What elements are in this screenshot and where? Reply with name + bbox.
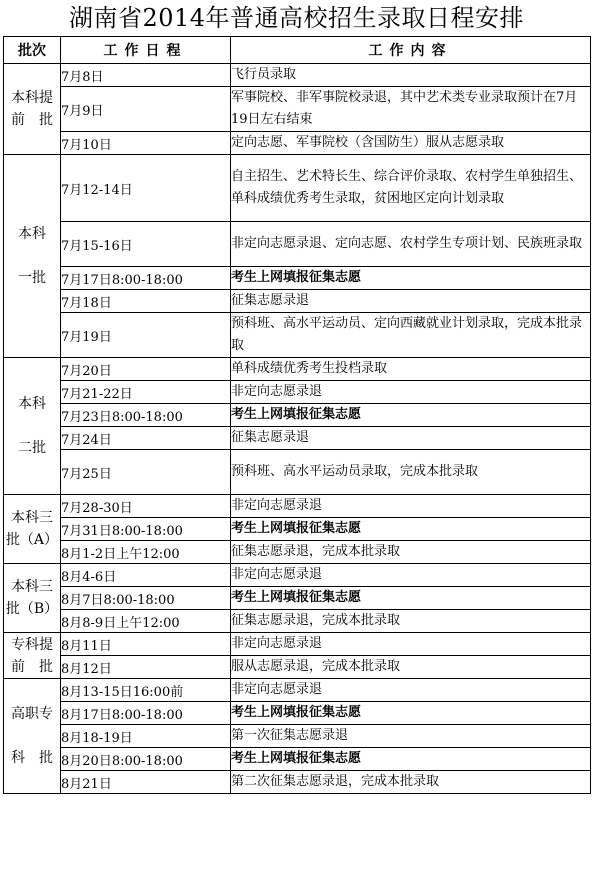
- table-row: [4, 64, 591, 87]
- date-cell: 7月28-30日: [61, 495, 231, 518]
- date-cell: 7月21-22日: [61, 381, 231, 404]
- work-cell: 飞行员录取: [231, 64, 591, 87]
- work-cell: 第一次征集志愿录退: [231, 725, 591, 748]
- work-cell: 考生上网填报征集志愿: [231, 518, 591, 541]
- work-cell: 预科班、高水平运动员录取，完成本批录取: [231, 450, 591, 495]
- work-cell: 征集志愿录退: [231, 290, 591, 313]
- work-cell: 军事院校、非军事院校录退，其中艺术类专业录取预计在7月19日左右结束: [231, 87, 591, 132]
- table-row: [4, 564, 591, 587]
- table-row: [4, 518, 591, 541]
- header-content: 工作内容: [231, 37, 591, 64]
- date-cell: 8月8-9日上午12:00: [61, 610, 231, 633]
- batch-label-line: 前 批: [11, 658, 53, 675]
- batch-label-line: 本科三: [11, 510, 53, 526]
- table-row: [4, 267, 591, 290]
- header-row: [4, 37, 591, 64]
- header-batch: 批次: [4, 37, 61, 64]
- date-cell: 7月9日: [61, 87, 231, 132]
- date-cell: 7月23日8:00-18:00: [61, 404, 231, 427]
- date-cell: 7月20日: [61, 358, 231, 381]
- batch-cell: [4, 155, 61, 358]
- batch-label-line: 高职专: [11, 706, 53, 722]
- table-row: [4, 725, 591, 748]
- work-cell: 预科班、高水平运动员、定向西藏就业计划录取，完成本批录取: [231, 313, 591, 358]
- date-cell: 7月18日: [61, 290, 231, 313]
- work-cell: 考生上网填报征集志愿: [231, 748, 591, 771]
- table-row: [4, 87, 591, 132]
- work-cell: 征集志愿录退，完成本批录取: [231, 610, 591, 633]
- header-schedule: 工作日程: [61, 37, 231, 64]
- date-cell: 8月4-6日: [61, 564, 231, 587]
- batch-label-line: 本科: [18, 396, 46, 412]
- date-cell: 8月7日8:00-18:00: [61, 587, 231, 610]
- table-row: [4, 748, 591, 771]
- date-cell: 8月12日: [61, 656, 231, 679]
- work-cell: 非定向志愿录退: [231, 633, 591, 656]
- table-row: [4, 358, 591, 381]
- date-cell: 8月11日: [61, 633, 231, 656]
- table-row: [4, 633, 591, 656]
- date-cell: 8月13-15日16:00前: [61, 679, 231, 702]
- table-row: [4, 427, 591, 450]
- schedule-body: [4, 64, 591, 794]
- work-cell: 考生上网填报征集志愿: [231, 702, 591, 725]
- batch-label-line: 科 批: [11, 750, 53, 766]
- work-cell: 定向志愿、军事院校（含国防生）服从志愿录取: [231, 132, 591, 155]
- batch-cell: [4, 495, 61, 564]
- work-cell: 自主招生、艺术特长生、综合评价录取、农村学生单独招生、单科成绩优秀考生录取，贫困地区定向计划录取: [231, 155, 591, 222]
- table-row: [4, 587, 591, 610]
- table-row: [4, 610, 591, 633]
- work-cell: 非定向志愿录退: [231, 679, 591, 702]
- table-row: [4, 450, 591, 495]
- date-cell: 7月8日: [61, 64, 231, 87]
- date-cell: 8月17日8:00-18:00: [61, 702, 231, 725]
- table-row: [4, 155, 591, 222]
- batch-cell: [4, 633, 61, 679]
- work-cell: 考生上网填报征集志愿: [231, 404, 591, 427]
- date-cell: 7月25日: [61, 450, 231, 495]
- batch-label-line: 批（B）: [5, 601, 59, 617]
- work-cell: 非定向志愿录退: [231, 564, 591, 587]
- date-cell: 7月17日8:00-18:00: [61, 267, 231, 290]
- batch-label-line: 专科提: [11, 636, 53, 653]
- work-cell: 单科成绩优秀考生投档录取: [231, 358, 591, 381]
- batch-cell: [4, 564, 61, 633]
- table-row: [4, 495, 591, 518]
- work-cell: 非定向志愿录退、定向志愿、农村学生专项计划、民族班录取: [231, 222, 591, 267]
- date-cell: 7月31日8:00-18:00: [61, 518, 231, 541]
- table-row: [4, 404, 591, 427]
- batch-label-line: 批（A）: [5, 532, 59, 548]
- date-cell: 8月1-2日上午12:00: [61, 541, 231, 564]
- date-cell: 7月10日: [61, 132, 231, 155]
- work-cell: 考生上网填报征集志愿: [231, 267, 591, 290]
- table-row: [4, 290, 591, 313]
- table-row: [4, 132, 591, 155]
- table-row: [4, 702, 591, 725]
- date-cell: 8月20日8:00-18:00: [61, 748, 231, 771]
- batch-label-line: 本科提: [11, 90, 53, 106]
- work-cell: 非定向志愿录退: [231, 381, 591, 404]
- table-row: [4, 771, 591, 794]
- work-cell: 服从志愿录退，完成本批录取: [231, 656, 591, 679]
- batch-cell: [4, 64, 61, 155]
- date-cell: 7月19日: [61, 313, 231, 358]
- work-cell: 考生上网填报征集志愿: [231, 587, 591, 610]
- work-cell: 征集志愿录退，完成本批录取: [231, 541, 591, 564]
- date-cell: 7月24日: [61, 427, 231, 450]
- work-cell: 征集志愿录退: [231, 427, 591, 450]
- table-row: [4, 222, 591, 267]
- date-cell: 8月21日: [61, 771, 231, 794]
- date-cell: 7月15-16日: [61, 222, 231, 267]
- date-cell: 8月18-19日: [61, 725, 231, 748]
- work-cell: 第二次征集志愿录退，完成本批录取: [231, 771, 591, 794]
- table-row: [4, 656, 591, 679]
- batch-label-line: 本科: [18, 226, 46, 242]
- batch-cell: [4, 358, 61, 495]
- batch-label-line: 本科三: [11, 579, 53, 595]
- work-cell: 非定向志愿录退: [231, 495, 591, 518]
- table-row: [4, 381, 591, 404]
- batch-cell: [4, 679, 61, 794]
- page-title: 湖南省2014年普通高校招生录取日程安排: [68, 4, 525, 32]
- date-cell: 7月12-14日: [61, 155, 231, 222]
- batch-label-line: 前 批: [11, 112, 53, 128]
- batch-label-line: 一批: [18, 270, 46, 286]
- table-row: [4, 679, 591, 702]
- table-row: [4, 541, 591, 564]
- table-row: [4, 313, 591, 358]
- schedule-table: [3, 36, 591, 794]
- batch-label-line: 二批: [18, 440, 46, 456]
